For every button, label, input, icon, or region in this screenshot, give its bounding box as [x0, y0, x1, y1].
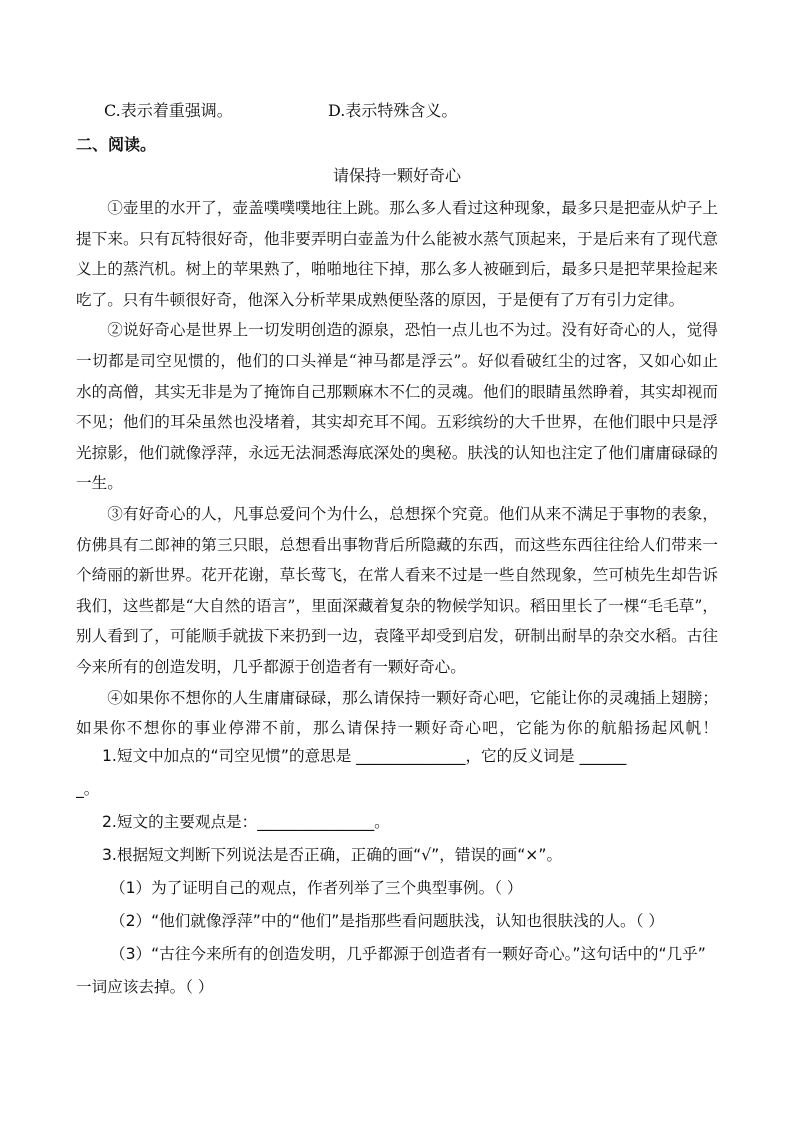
question-3-item-3-continuation: 一词应该去掉。（ ） — [76, 978, 214, 996]
article-line: 我们，这些都是“大自然的语言”，里面深藏着复杂的物候学知识。稻田里长了一棵“毛毛草”， — [76, 596, 718, 615]
article-body — [76, 193, 718, 744]
question-2: 2.短文的主要观点是：_______________。 — [102, 813, 390, 831]
article-title: 请保持一颗好奇心 — [332, 166, 461, 185]
article-line: 如果你不想你的事业停滞不前，那么请保持一颗好奇心吧，它能为你的航船扬起风帆！ — [76, 719, 718, 738]
article-line: ②说好奇心是世界上一切发明创造的源泉，恐怕一点儿也不为过。没有好奇心的人，觉得 — [107, 321, 718, 340]
question-1: 1.短文中加点的“司空见惯”的意思是 ______________，它的反义词是 ______ — [102, 747, 627, 765]
article-line: 仿佛具有二郎神的第三只眼，总想看出事物背后所隐藏的东西，而这些东西往往给人们带来一 — [76, 535, 718, 554]
article-line: 个绮丽的新世界。花开花谢，草长莺飞，在常人看来不过是一些自然现象，竺可桢先生却告诉 — [76, 566, 718, 585]
question-3: 3.根据短文判断下列说法是否正确，正确的画“√”，错误的画“×”。 — [102, 846, 563, 864]
article-line: 一生。 — [76, 474, 123, 493]
section-heading: 二、阅读。 — [76, 135, 157, 154]
article-line: ④如果你不想你的人生庸庸碌碌，那么请保持一颗好奇心吧，它能让你的灵魂插上翅膀； — [107, 688, 718, 707]
article-line: 光掠影，他们就像浮萍，永远无法洞悉海底深处的奥秘。肤浅的认知也注定了他们庸庸碌碌的 — [76, 443, 718, 462]
article-line: 今来所有的创造发明，几乎都源于创造者有一颗好奇心。 — [76, 657, 466, 676]
article-line: 不见；他们的耳朵虽然也没堵着，其实却充耳不闻。五彩缤纷的大千世界，在他们眼中只是浮 — [76, 413, 718, 432]
question-3-item-2: （2）“他们就像浮萍”中的“他们”是指那些看问题肤浅，认知也很肤浅的人。（ ） — [110, 912, 664, 930]
article-line: 别人看到了，可能顺手就拔下来扔到一边，袁隆平却受到启发，研制出耐旱的杂交水稻。古往 — [76, 627, 718, 646]
article-line: 提下来。只有瓦特很好奇，他非要弄明白壶盖为什么能被水蒸气顶起来，于是后来有了现代意 — [76, 229, 718, 248]
option-d: D.表示特殊含义。 — [328, 101, 458, 120]
article-line: 吃了。只有牛顿很好奇，他深入分析苹果成熟便坠落的原因，于是便有了万有引力定律。 — [76, 290, 685, 309]
questions-block — [76, 740, 718, 1004]
question-1-continuation: _。 — [76, 780, 100, 798]
question-3-item-3: （3）“古往今来所有的创造发明，几乎都源于创造者有一颗好奇心。”这句话中的“几乎” — [110, 945, 706, 963]
question-3-item-1: （1）为了证明自己的观点，作者列举了三个典型事例。（ ） — [110, 879, 523, 897]
article-line: ③有好奇心的人，凡事总爱问个为什么，总想探个究竟。他们从来不满足于事物的表象， — [107, 504, 718, 523]
article-line: ①壶里的水开了，壶盖噗噗噗地往上跳。那么多人看过这种现象，最多只是把壶从炉子上 — [107, 199, 718, 217]
article-line: 水的高僧，其实无非是为了掩饰自己那颗麻木不仁的灵魂。他们的眼睛虽然睁着，其实却视而 — [76, 382, 718, 401]
article-line: 一切都是司空见惯的，他们的口头禅是“神马都是浮云”。好似看破红尘的过客，又如心如止 — [76, 351, 718, 370]
article-line: 义上的蒸汽机。树上的苹果熟了，啪啪地往下掉，那么多人被砸到后，最多只是把苹果捡起来 — [76, 260, 718, 279]
option-c: C.表示着重强调。 — [104, 101, 233, 120]
